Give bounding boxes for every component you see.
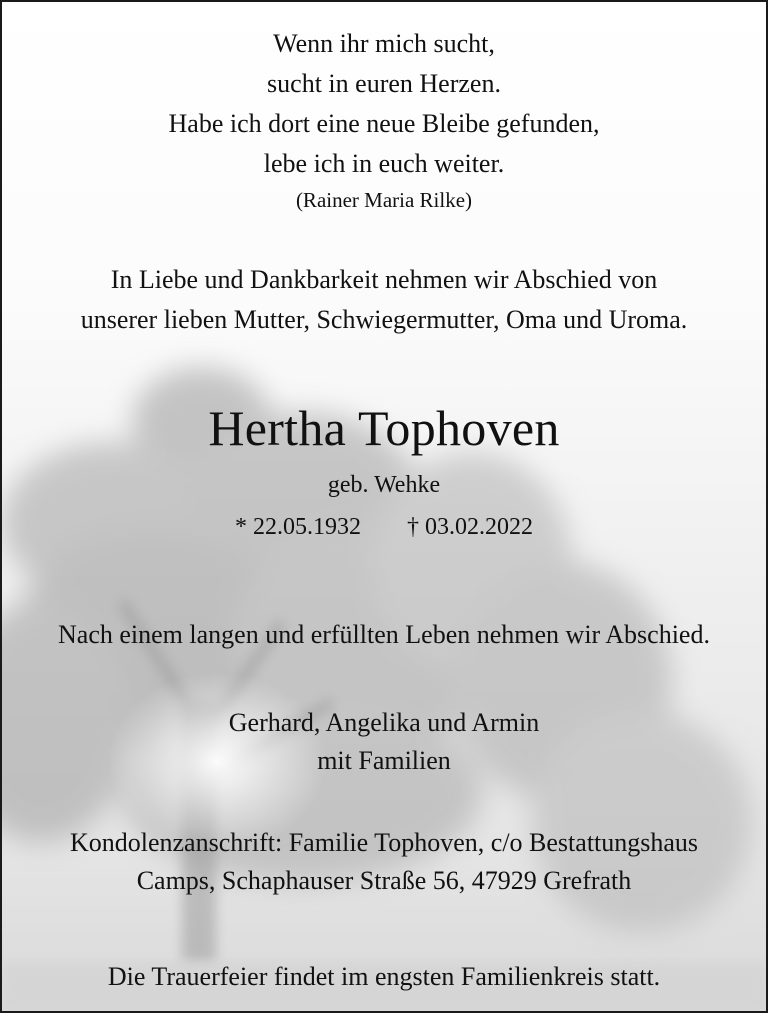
intro-line: unserer lieben Mutter, Schwiegermutter, Oma und Uroma.	[80, 305, 688, 334]
birth-date: * 22.05.1932	[235, 514, 361, 540]
family-line: Gerhard, Angelika und Armin	[228, 708, 540, 737]
poem-source: (Rainer Maria Rilke)	[295, 188, 473, 212]
poem-line: Habe ich dort eine neue Bleibe gefunden,	[168, 109, 600, 138]
funeral-note: Die Trauerfeier findet im engsten Familienkreis statt.	[107, 962, 661, 991]
intro-text	[2, 260, 766, 340]
life-dates	[2, 514, 766, 541]
poem-line: lebe ich in euch weiter.	[263, 149, 505, 178]
poem	[2, 24, 766, 184]
poem-line: Wenn ihr mich sucht,	[273, 29, 495, 58]
poem-line: sucht in euren Herzen.	[267, 69, 501, 98]
condolence-line: Kondolenzanschrift: Familie Tophoven, c/o Bestattungshaus	[69, 828, 699, 857]
condolence-line: Camps, Schaphauser Straße 56, 47929 Grefrath	[136, 866, 632, 895]
family-line: mit Familien	[317, 746, 451, 775]
intro-line: In Liebe und Dankbarkeit nehmen wir Abschied von	[110, 265, 658, 294]
condolence-address	[2, 824, 766, 900]
deceased-name: Hertha Tophoven	[208, 400, 560, 456]
family-signature	[2, 704, 766, 780]
birth-name: geb. Wehke	[327, 472, 441, 498]
farewell-text: Nach einem langen und erfüllten Leben nehmen wir Abschied.	[58, 620, 710, 649]
death-date: † 03.02.2022	[407, 514, 533, 540]
